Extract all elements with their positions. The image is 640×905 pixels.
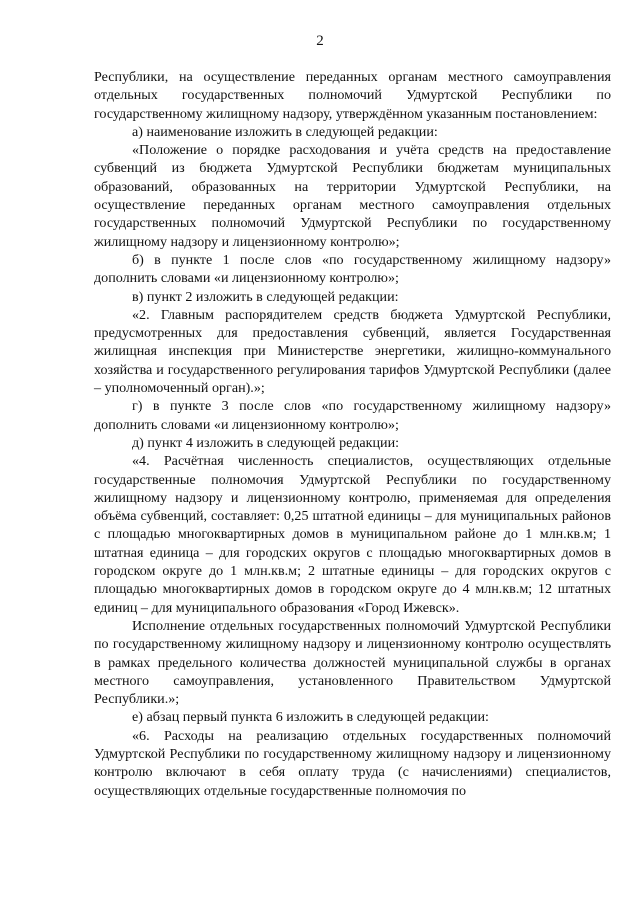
page-number: 2 [316, 33, 324, 49]
paragraph: «4. Расчётная численность специалистов, осуществляющих отдельные государственные полномочия Удмуртской Республики по государственному жилищному надзору и лицензионному контролю, применяемая для определения объёма субвенций, составляет: 0,25 штатной единицы – для муниципальных районов с площадью многоквартирных домов в муниципальном районе до 1 млн.кв.м; 1 штатная единица – для городских округов с площадью многоквартирных домов в городском округе до 1 млн.кв.м; 2 штатные единицы – для городских округов с площадью многоквартирных домов в городском округе до 4 млн.кв.м; 12 штатных единиц – для муниципального образования «Город Ижевск». [94, 453, 611, 616]
paragraph: «6. Расходы на реализацию отдельных государственных полномочий Удмуртской Республики по государственному жилищному надзору и лицензионному контролю включают в себя оплату труда (с начислениями) специалистов, осуществляющих отдельные государственные полномочия по [94, 727, 611, 799]
paragraph: д) пункт 4 изложить в следующей редакции: [132, 434, 400, 451]
paragraph: Республики, на осуществление переданных органам местного самоуправления отдельных государственных полномочий Удмуртской Республики по государственному жилищному надзору, утверждённом указанным постановлением: [94, 69, 611, 122]
document-body [94, 68, 611, 800]
paragraph: Исполнение отдельных государственных полномочий Удмуртской Республики по государственному жилищному надзору и лицензионному контролю осуществлять в рамках предельного количества должностей муниципальной службы в органах местного самоуправления, установленного Правительством Удмуртской Республики.»; [94, 617, 611, 708]
paragraph: б) в пункте 1 после слов «по государственному жилищному надзору» дополнить словами «и лицензионному контролю»; [94, 251, 611, 287]
paragraph: «Положение о порядке расходования и учёта средств на предоставление субвенций из бюджета Удмуртской Республики бюджетам муниципальных образований, образованных на территории Удмуртской Республики, на осуществление переданных органам местного самоуправления отдельных государственных полномочий Удмуртской Республики по государственному жилищному надзору и лицензионному контролю»; [94, 142, 611, 250]
paragraph: г) в пункте 3 после слов «по государственному жилищному надзору» дополнить словами «и лицензионному контролю»; [94, 398, 611, 433]
paragraph: е) абзац первый пункта 6 изложить в следующей редакции: [132, 709, 489, 726]
paragraph: «2. Главным распорядителем средств бюджета Удмуртской Республики, предусмотренных для предоставления субвенций, является Государственная жилищная инспекция при Министерстве энергетики, жилищно-коммунального хозяйства и государственного регулирования тарифов Удмуртской Республики (далее – уполномоченный орган).»; [94, 306, 611, 397]
paragraph: в) пункт 2 изложить в следующей редакции: [132, 288, 399, 305]
paragraph: а) наименование изложить в следующей редакции: [132, 123, 438, 140]
